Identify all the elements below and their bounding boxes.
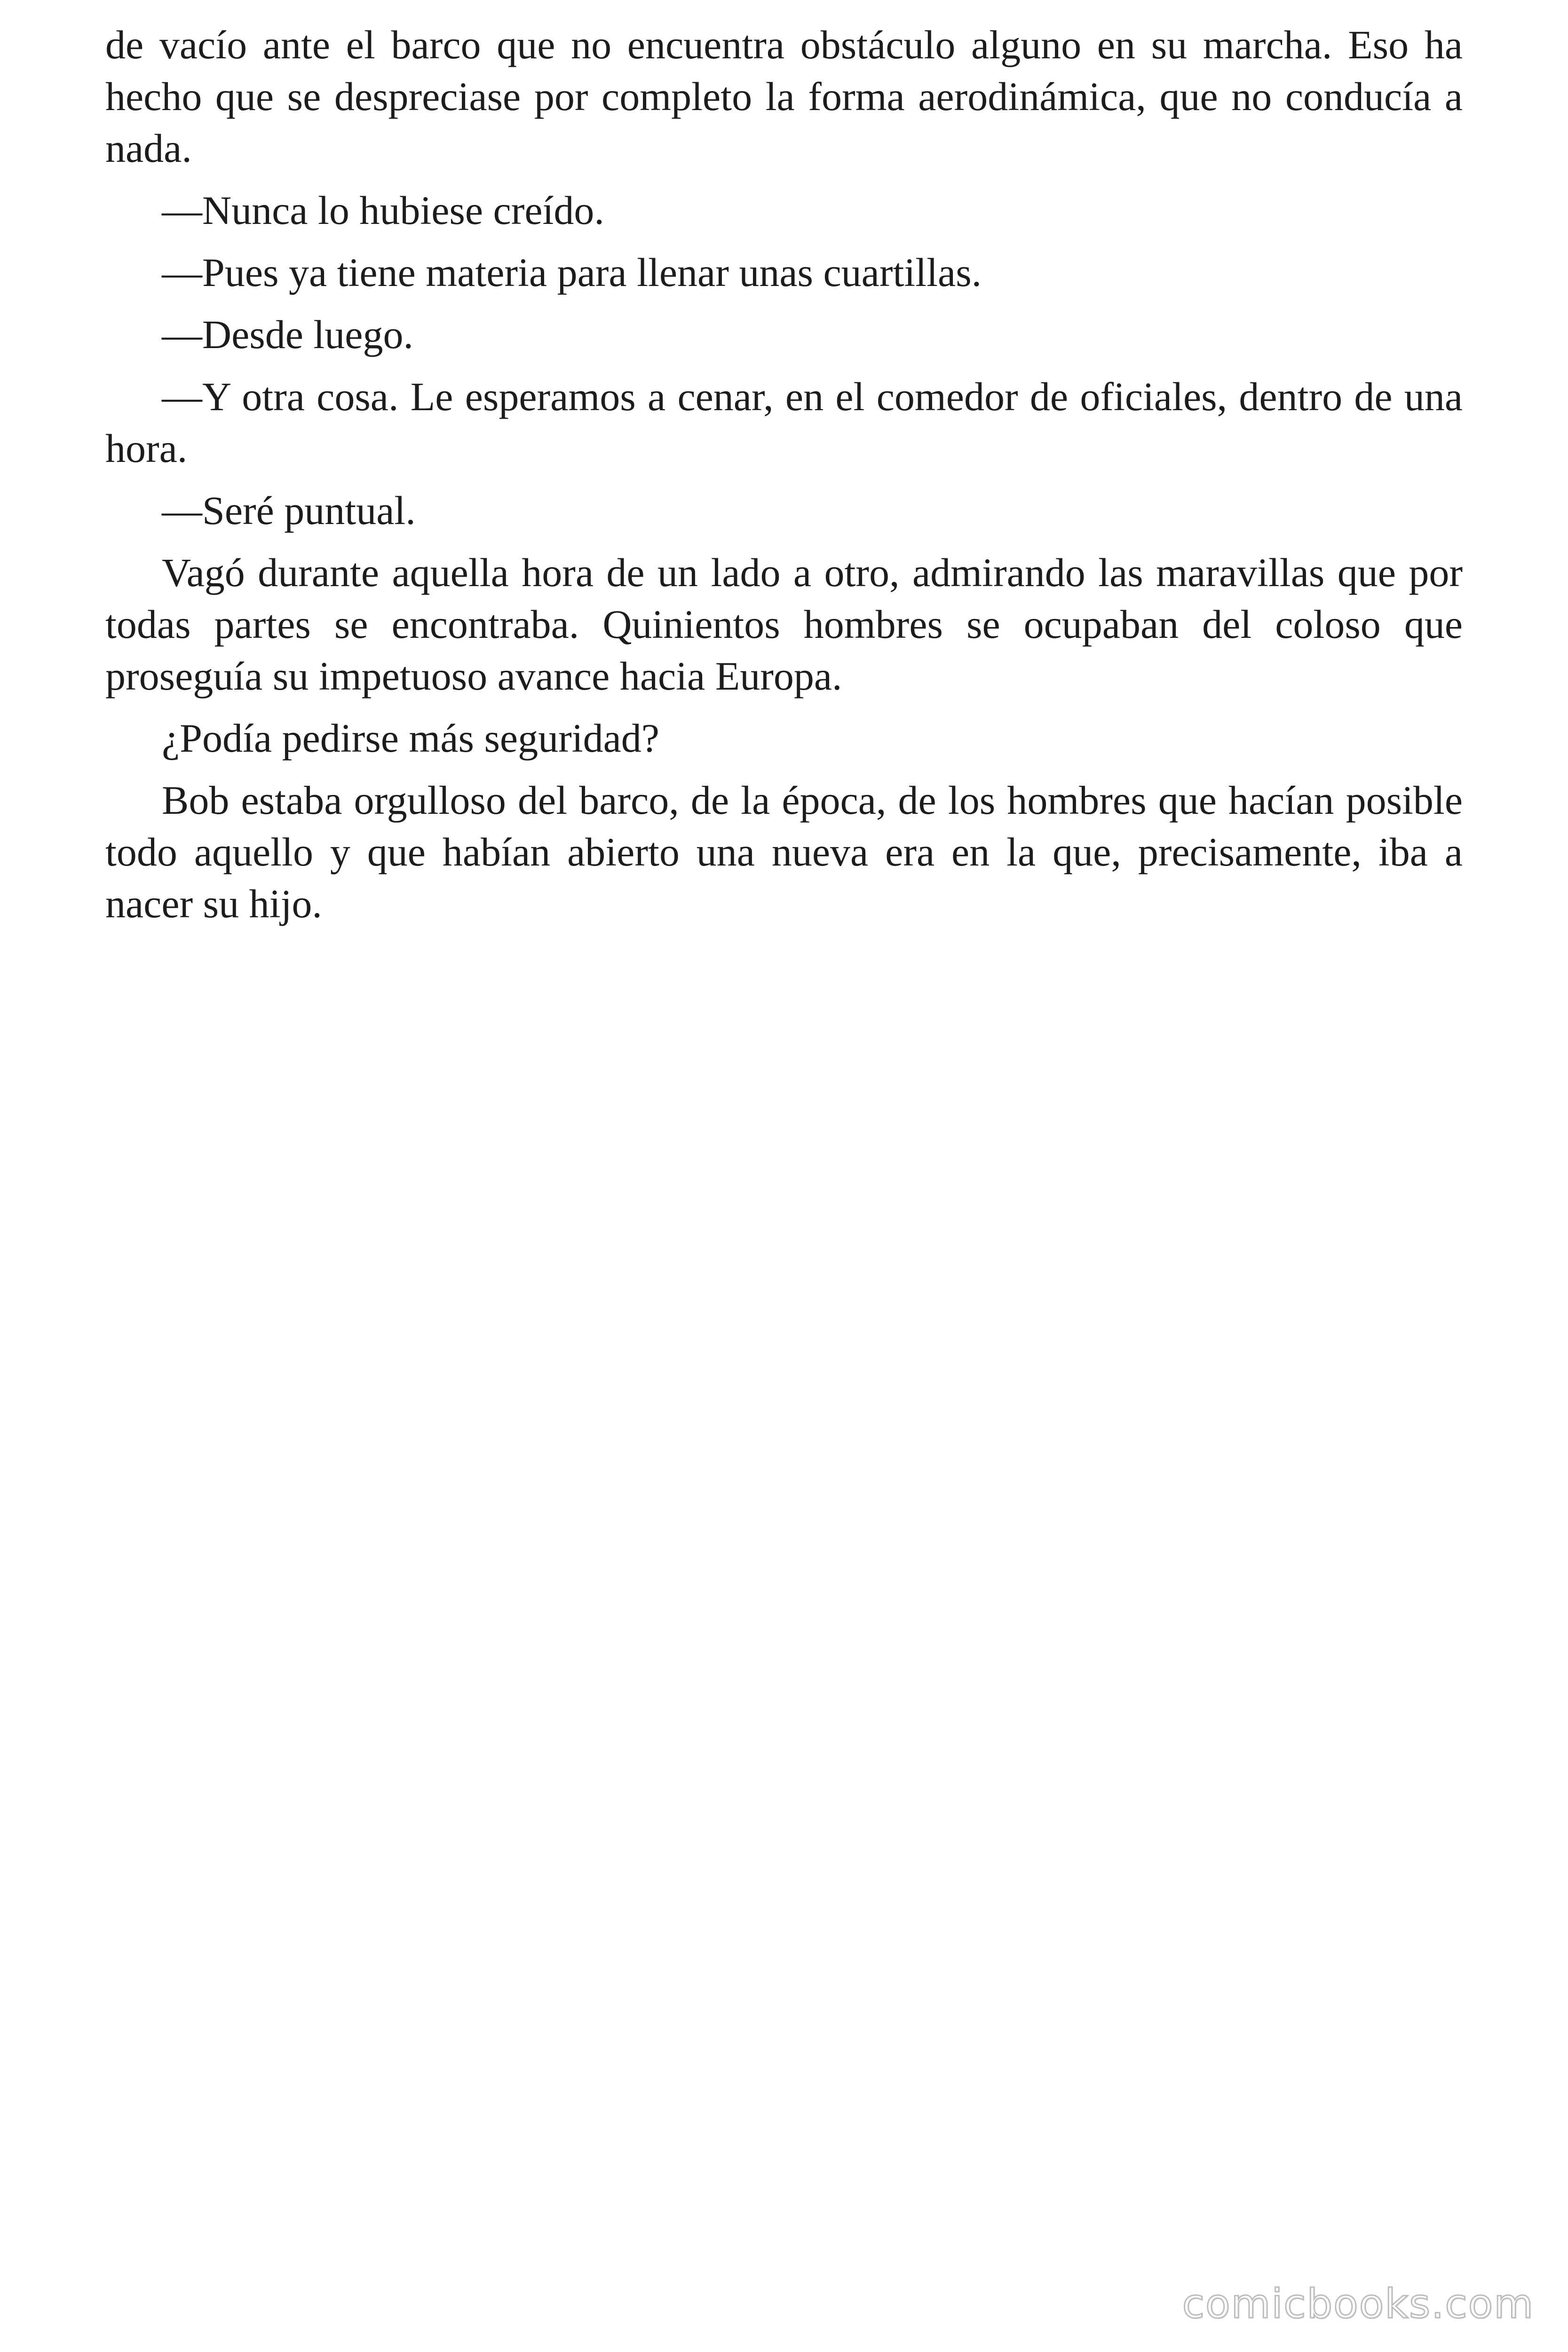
- body-text: [105, 19, 1463, 940]
- paragraph-dialogue: —Y otra cosa. Le esperamos a cenar, en el comedor de oficiales, dentro de una hora.: [105, 374, 1463, 471]
- paragraph-narration: Vagó durante aquella hora de un lado a otro, admirando las maravillas que por todas partes se encontraba. Quinientos hombres se ocupaban del coloso que proseguía su impetuoso avance hacia Europa.: [105, 550, 1463, 699]
- paragraph-dialogue: —Nunca lo hubiese creído.: [162, 188, 604, 233]
- paragraph-dialogue: —Pues ya tiene materia para llenar unas cuartillas.: [162, 250, 982, 295]
- paragraph-dialogue: —Seré puntual.: [162, 488, 416, 533]
- paragraph-narration: ¿Podía pedirse más seguridad?: [162, 715, 659, 761]
- paragraph-dialogue: —Desde luego.: [162, 312, 413, 357]
- paragraph-continuation: de vacío ante el barco que no encuentra obstáculo alguno en su marcha. Eso ha hecho que se despreciase por completo la forma aerodinámica, que no conducía a nada.: [105, 22, 1463, 171]
- watermark: comicbooks.com: [1182, 2280, 1534, 2328]
- paragraph-narration: Bob estaba orgulloso del barco, de la época, de los hombres que hacían posible todo aquello y que habían abierto una nueva era en la que, precisamente, iba a nacer su hijo.: [105, 778, 1463, 926]
